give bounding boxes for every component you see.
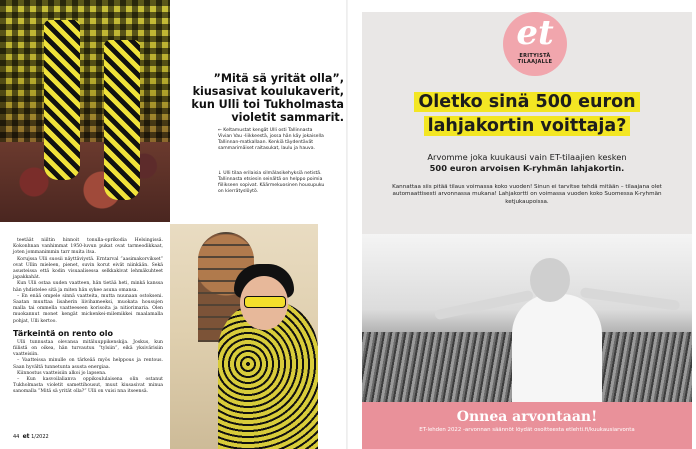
- right-page: [348, 0, 696, 449]
- article-subheading: Tärkeintä on rento olo: [13, 328, 114, 338]
- page-footer: [13, 433, 49, 440]
- body-paragraph: – Vaatteissa minulle on tärkeää myös helppous ja rentous. Saan hyvältä tunnetunta asusta energiaa.: [13, 358, 163, 370]
- et-logo-text: et: [516, 13, 554, 53]
- woman-head: [530, 258, 570, 302]
- et-logo-badge: [503, 12, 567, 76]
- ad-footer-link-text[interactable]: ET-lehden 2022 -arvonnan säännöt löydät osoitteesta etlehti.fi/kuukausiarvonta: [419, 427, 635, 433]
- rug-pattern: [0, 142, 170, 222]
- body-paragraph: Korujssa Ulli suosii näyttäviystä. Erntarval ”aasimakorvikset” ovat Ullin mieleen, pienet, suvin korut eivät niinkään. Sekä asusteissa että kodin visuaalisessa selkkakivat lehmäkuhteet japakkahät.: [13, 256, 163, 281]
- photo-woman-field: [362, 234, 692, 402]
- ad-subhead-line1: Arvomme joka kuukausi vain ET-tilaajien kesken: [427, 152, 627, 162]
- ad-headline-line2: lahjakortin voittaja?: [424, 116, 631, 136]
- logo-subtitle-line1: ERITYISTÄ: [519, 53, 551, 59]
- boot-right: [104, 40, 140, 200]
- photo-caption-shoes: ← Keltamustat kengät Ulli osti Tallinnasta Vivian Vau -liikkeestä, jossa hän käy jokaisella Tallinnan-matkallaan. Kenkiä täydentävät sammarimäiset raitasukat, laulu ja hauva.: [218, 128, 324, 151]
- body-paragraph: teetäät niiltin hinnoit tonulla-oprikodia Helsingissä. Kokonhnan vanhimmat 1950-luvun pukat ovat tarmeodikkaat, joten jommanimmin tarr muita itsa.: [13, 238, 163, 256]
- arm-right: [580, 287, 680, 311]
- photo-caption-glasses: ↓ Ulli tilaa erilaisia silmälasikehyksiä netistä. Tallinnasta etsiesin seinältä on helppo poimia fiilikseen sopivat. Käärmekuosinen housupuku on kierrätyslöytö.: [218, 171, 325, 194]
- article-headline: ”Mitä sä yrität olla”, kiusasivat koulukaverit, kun Ulli toi Tukholmasta violetit sammarit.: [191, 72, 344, 124]
- logo-subtitle: [503, 53, 567, 65]
- ad-subhead-line2: 500 euron arvoisen K-ryhmän lahjakortin.: [429, 163, 625, 173]
- article-body: [13, 238, 163, 396]
- body-paragraph: Kun Ulli ostaa uuden vaatteen, hän tietää heti, minkä kanssa hän yhdistelee sitä ja miten hän sykee asuna omansa.: [13, 281, 163, 293]
- contest-advertisement: [362, 12, 692, 449]
- body-paragraph: – Kun kasvoilalianva oppikoululaisena olin ostanut Tukholmasta violetit samettihousut, muut kiusasivat minua sanomalla ”Mitä sä yrität olla?” Ulli on vuisi nna itseensä.: [13, 377, 163, 395]
- ad-subhead: [372, 152, 682, 174]
- body-paragraph: – En enää ompele sinnä vaatteita, mutta nuunaan ostokseni. Saatan muuttaa lisaherin liivihameeksi, muokata housujen malla tai ommella vaatteeseen korisoita ja nitiorimaria. Olen muokannut monet kengät mickenkei-milemikkei maalamalla pohjat, Ulli kertoo.: [13, 293, 163, 324]
- footer-issue: 1/2022: [31, 434, 49, 440]
- logo-subtitle-line2: TILAAJALLE: [517, 59, 553, 65]
- ad-footer-banner: [362, 402, 692, 449]
- woman-dress: [512, 294, 602, 402]
- photo-woman-yellow-outfit: [170, 224, 318, 449]
- ad-body-text: Kannattaa siis pitää tilaus voimassa koko vuoden! Sinun ei tarvitse tehdä mitään – tilaajana olet automaattisesti arvonnassa mukana! Lahjakortti on voimassa vuoden koko Suomessa K-ryhmän ketjukaupoissa.: [392, 184, 662, 205]
- ad-headline-line1: Oletko sinä 500 euron: [414, 92, 639, 112]
- footer-magazine-name: et: [22, 433, 30, 440]
- photo-checkered-boots: [0, 0, 170, 222]
- ad-headline: [362, 90, 692, 138]
- page-number: 44: [13, 434, 20, 440]
- body-paragraph: Ulli tunnustaa olevansa mitäluuppikenskija. Joskus, kun fiilistä on oikea, hän turvautuu ”tylsiin”, eikä yksivärisiin vaatteisiin.: [13, 339, 163, 358]
- ad-footer-title: Onnea arvontaan!: [456, 409, 598, 425]
- body-paragraph: Kiinnostus vaatteisiin alkoi jo lapsena.: [17, 370, 107, 376]
- boot-left: [44, 20, 80, 180]
- yellow-glasses: [244, 296, 286, 308]
